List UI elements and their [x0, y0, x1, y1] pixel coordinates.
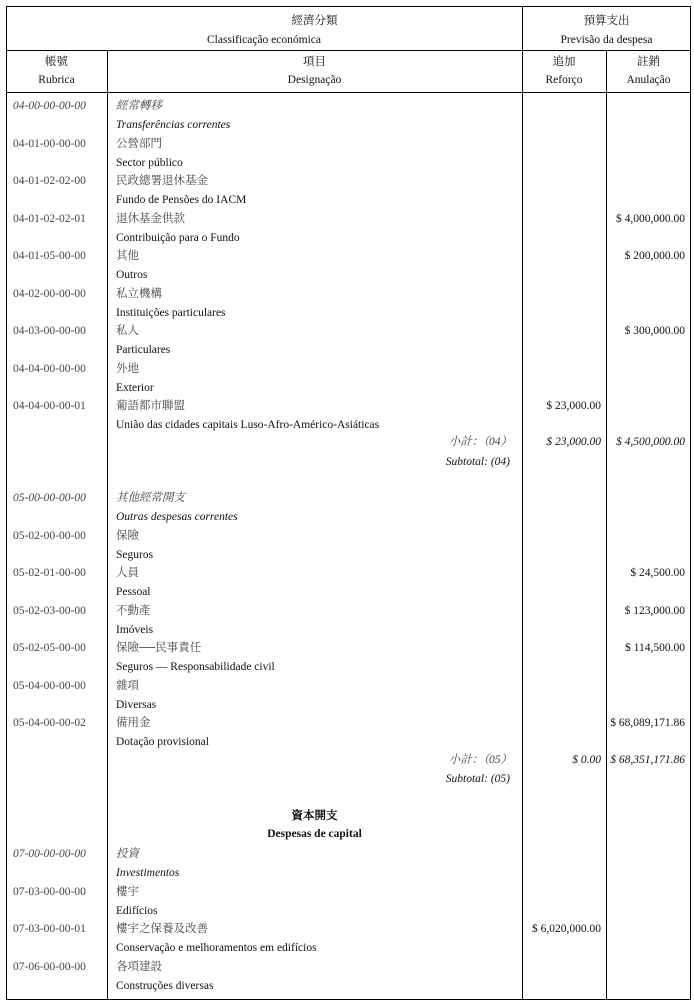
row-designation-pt: Imóveis: [116, 624, 154, 636]
row-code: 05-00-00-00-00: [13, 492, 86, 504]
row-anulacao-value: $ 300,000.00: [624, 325, 685, 337]
row-code: 04-03-00-00-00: [13, 325, 86, 337]
row-designation-pt: Pessoal: [116, 586, 151, 598]
header-reforco-zh: 追加: [552, 56, 576, 68]
row-code: 04-01-02-02-01: [13, 213, 86, 225]
row-code: 04-04-00-00-01: [13, 400, 86, 412]
row-anulacao-value: $ 114,500.00: [625, 642, 685, 654]
row-designation-pt: Sector público: [116, 157, 183, 169]
header-designacao-zh: 項目: [303, 56, 326, 68]
col-divider-rubrica: [107, 50, 108, 1000]
row-designation-zh: 雜項: [116, 680, 139, 692]
row-anulacao-value: $ 68,089,171.86: [610, 717, 685, 729]
row-designation-zh: 外地: [116, 363, 139, 375]
row-anulacao-value: $ 24,500.00: [630, 567, 685, 579]
row-code: 05-04-00-00-02: [13, 717, 86, 729]
row-reforco-value: $ 23,000.00: [546, 400, 601, 412]
row-code: 05-02-03-00-00: [13, 605, 86, 617]
row-anulacao-value: $ 123,000.00: [624, 605, 685, 617]
row-designation-zh: 各項建設: [116, 961, 162, 973]
row-designation-zh: 保險──民事責任: [116, 642, 202, 654]
row-designation-pt: Exterior: [116, 382, 154, 394]
subtotal-04-zh: 小計：（04）: [448, 436, 512, 448]
row-designation-pt: Contribuição para o Fundo: [116, 232, 240, 244]
row-designation-pt: Outras despesas correntes: [116, 511, 238, 523]
row-code: 04-02-00-00-00: [13, 288, 86, 300]
header-divider-2: [6, 92, 691, 93]
row-code: 07-03-00-00-01: [13, 923, 86, 935]
row-designation-zh: 私立機構: [116, 288, 162, 300]
header-classification-pt: Classificação económica: [207, 34, 321, 46]
row-designation-zh: 投資: [116, 848, 139, 860]
row-designation-zh: 私人: [116, 325, 139, 337]
row-designation-zh: 不動產: [116, 605, 151, 617]
row-anulacao-value: $ 4,000,000.00: [616, 213, 685, 225]
row-designation-pt: Transferências correntes: [116, 119, 231, 131]
header-reforco-pt: Reforço: [545, 74, 583, 86]
subtotal-04-anulacao: $ 4,500,000.00: [616, 436, 685, 448]
row-designation-zh: 樓宇: [116, 886, 139, 898]
subtotal-04-pt: Subtotal: (04): [445, 456, 510, 468]
header-anulacao-zh: 註銷: [637, 56, 660, 68]
row-code: 04-01-05-00-00: [13, 250, 86, 262]
row-designation-zh: 備用金: [116, 717, 151, 729]
row-reforco-value: $ 6,020,000.00: [532, 923, 601, 935]
row-designation-zh: 人員: [116, 567, 139, 579]
row-designation-pt: União das cidades capitais Luso-Afro-Américo-Asiáticas: [116, 419, 380, 431]
row-designation-pt: Dotação provisional: [116, 736, 209, 748]
row-designation-pt: Fundo de Pensões do IACM: [116, 194, 247, 206]
row-designation-pt: Edifícios: [116, 905, 158, 917]
table-frame: [6, 6, 691, 1000]
row-code: 04-00-00-00-00: [13, 100, 86, 112]
row-designation-pt: Seguros: [116, 549, 154, 561]
row-designation-zh: 其他經常開支: [116, 492, 185, 504]
subtotal-05-zh: 小計：（05）: [448, 754, 512, 766]
row-code: 04-01-02-02-00: [13, 175, 86, 187]
subtotal-05-anulacao: $ 68,351,171.86: [610, 754, 685, 766]
row-code: 07-03-00-00-00: [13, 886, 86, 898]
row-designation-pt: Outros: [116, 269, 148, 281]
row-designation-pt: Particulares: [116, 344, 171, 356]
col-divider-reforco: [606, 50, 607, 1000]
row-anulacao-value: $ 200,000.00: [624, 250, 685, 262]
capital-heading-zh: 資本開支: [291, 810, 338, 822]
subtotal-05-pt: Subtotal: (05): [445, 773, 510, 785]
row-designation-pt: Construções diversas: [116, 980, 214, 992]
row-designation-zh: 葡語都市聯盟: [116, 400, 185, 412]
header-rubrica-pt: Rubrica: [38, 74, 75, 86]
row-code: 04-04-00-00-00: [13, 363, 86, 375]
row-designation-pt: Seguros — Responsabilidade civil: [116, 661, 275, 673]
header-anulacao-pt: Anulação: [626, 74, 671, 86]
header-forecast-zh: 預算支出: [583, 15, 630, 27]
row-designation-zh: 樓宇之保養及改善: [116, 923, 208, 935]
row-designation-pt: Diversas: [116, 699, 157, 711]
row-designation-pt: Instituições particulares: [116, 307, 226, 319]
row-designation-zh: 民政總署退休基金: [116, 175, 208, 187]
row-designation-zh: 公營部門: [116, 138, 162, 150]
header-forecast-pt: Previsão da despesa: [560, 34, 653, 46]
header-rubrica-zh: 帳號: [45, 56, 68, 68]
row-code: 05-04-00-00-00: [13, 680, 86, 692]
row-code: 05-02-01-00-00: [13, 567, 86, 579]
row-designation-zh: 經常轉移: [116, 100, 162, 112]
row-code: 07-00-00-00-00: [13, 848, 86, 860]
subtotal-05-reforco: $ 0.00: [572, 754, 601, 766]
row-code: 05-02-05-00-00: [13, 642, 86, 654]
col-divider-designacao: [522, 6, 523, 1000]
header-designacao-pt: Designação: [287, 74, 342, 86]
row-designation-zh: 保險: [116, 530, 139, 542]
row-designation-pt: Conservação e melhoramentos em edifícios: [116, 942, 317, 954]
row-designation-pt: Investimentos: [116, 867, 180, 879]
row-designation-zh: 其他: [116, 250, 139, 262]
row-code: 07-06-00-00-00: [13, 961, 86, 973]
subtotal-04-reforco: $ 23,000.00: [546, 436, 601, 448]
row-code: 05-02-00-00-00: [13, 530, 86, 542]
header-classification-zh: 經濟分類: [291, 15, 338, 27]
row-designation-zh: 退休基金供款: [116, 213, 185, 225]
capital-heading-pt: Despesas de capital: [267, 828, 362, 840]
header-divider-1: [6, 50, 691, 51]
row-code: 04-01-00-00-00: [13, 138, 86, 150]
